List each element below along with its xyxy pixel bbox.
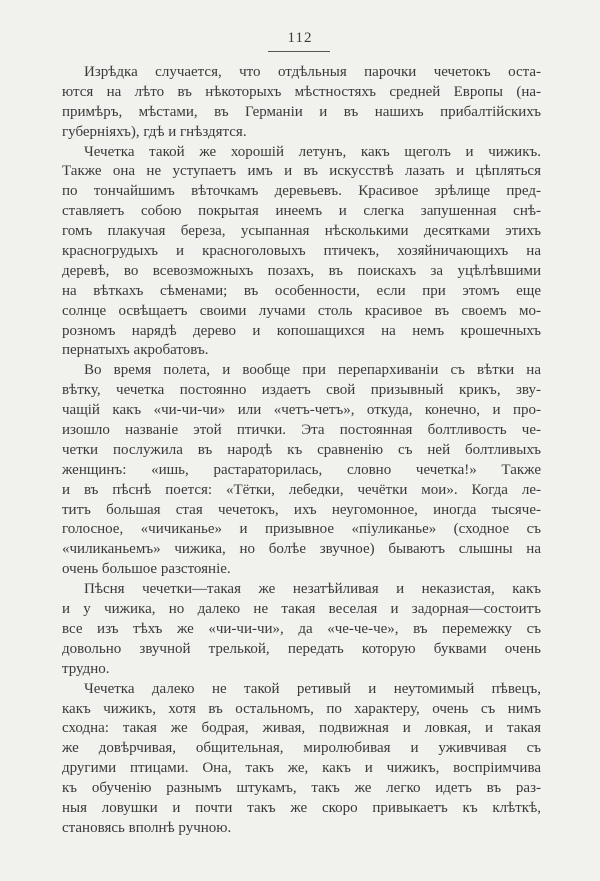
text-line: все изъ тѣхъ же «чи-чи-чи», да «че-че-че», въ перемежку съ — [62, 620, 541, 637]
text-line: солнце освѣщаетъ своими лучами столь красивое въ своемъ мо- — [62, 302, 541, 319]
text-line: примѣръ, мѣстами, въ Германіи и въ нашихъ прибалтійскихъ — [62, 103, 541, 120]
text-line: другими птицами. Она, такъ же, какъ и чижикъ, воспріимчива — [62, 760, 541, 777]
text-line: четки послужила въ народѣ къ сравненію съ ней болтливыхъ — [62, 441, 541, 458]
text-line: же довѣрчивая, общительная, миролюбивая и уживчивая съ — [62, 740, 541, 757]
text-line: очень большое разстояніе. — [62, 561, 231, 578]
text-line: деревѣ, во всевозможныхъ позахъ, въ поискахъ за уцѣлѣвшими — [62, 262, 541, 279]
text-line: титъ большая стая чечетокъ, ихъ неугомонное, иногда тысяче- — [62, 501, 541, 518]
text-line: вѣтку, чечетка постоянно издаетъ свой призывный крикъ, зву- — [62, 382, 541, 399]
text-line: какъ чижикъ, хотя въ остальномъ, по характеру, очень съ нимъ — [62, 700, 541, 717]
page-number: 112 — [287, 30, 313, 46]
text-line: ставляетъ собою покрытая инеемъ и слегка запушенная снѣ- — [62, 203, 541, 220]
page-body-text — [62, 63, 541, 839]
text-line: ются на лѣто въ нѣкоторыхъ мѣстностяхъ средней Европы (на- — [62, 83, 541, 100]
text-line: голосное, «чичиканье» и призывное «піуликанье» (сходное съ — [62, 521, 541, 538]
text-line: чащій какъ «чи-чи-чи» или «четъ-четъ», откуда, конечно, и про- — [62, 402, 541, 419]
paragraph — [62, 580, 541, 679]
text-line: Во время полета, и вообще при перепархиваніи съ вѣтки на — [84, 362, 541, 379]
text-line: довольно звучной трелькой, передать которую буквами очень — [62, 640, 541, 657]
text-line: на вѣткахъ сѣменами; въ особенности, если при этомъ еще — [62, 282, 541, 299]
text-line: Пѣсня чечетки—такая же незатѣйливая и неказистая, какъ — [84, 581, 541, 598]
text-line: и у чижика, но далеко не такая веселая и задорная—состоитъ — [62, 601, 541, 618]
text-line: Чечетка далеко не такой ретивый и неутомимый пѣвецъ, — [84, 680, 541, 697]
text-line: Изрѣдка случается, что отдѣльныя парочки чечетокъ оста- — [84, 64, 541, 80]
page-number-rule — [268, 51, 330, 52]
text-line: къ обученію разнымъ штукамъ, такъ же легко идетъ въ раз- — [62, 780, 541, 797]
text-line: пернатыхъ акробатовъ. — [62, 342, 209, 359]
text-line: губерніяхъ), гдѣ и гнѣздятся. — [62, 123, 247, 140]
text-line: розномъ нарядѣ дерево и копошащихся на немъ крошечныхъ — [62, 322, 541, 339]
text-line: изошло названіе этой птички. Эта постоянная болтливость че- — [62, 422, 541, 439]
text-line: становясь вполнѣ ручною. — [62, 819, 232, 836]
text-line: ныя ловушки и почти такъ же скоро привыкаетъ къ клѣткѣ, — [62, 799, 541, 816]
text-line: красногрудыхъ и красноголовыхъ птичекъ, хозяйничающихъ на — [62, 243, 541, 260]
text-line: по тончайшимъ вѣточкамъ деревьевъ. Красивое зрѣлище пред- — [62, 183, 541, 200]
paragraph — [62, 361, 541, 580]
paragraph — [62, 143, 541, 362]
text-line: гомъ плакучая береза, усыпанная нѣсколькими десятками этихъ — [62, 223, 541, 240]
paragraph — [62, 680, 541, 839]
text-line: и въ пѣснѣ поется: «Тётки, лебедки, чечётки мои». Когда ле- — [62, 481, 541, 498]
text-line: трудно. — [62, 660, 110, 677]
text-line: Чечетка такой же хорошій летунъ, какъ щеголъ и чижикъ. — [84, 143, 541, 160]
text-line: женщинъ: «ишь, растараторилась, словно чечетка!» Также — [62, 461, 541, 478]
paragraph — [62, 63, 541, 143]
text-line: сходна: такая же бодрая, живая, подвижная и ловкая, и такая — [62, 720, 541, 737]
text-line: Также она не уступаетъ имъ и въ искусствѣ лазать и цѣпляться — [62, 163, 541, 180]
text-line: «чиликаньемъ» чижика, но болѣе звучное) бываютъ слышны на — [62, 541, 541, 558]
